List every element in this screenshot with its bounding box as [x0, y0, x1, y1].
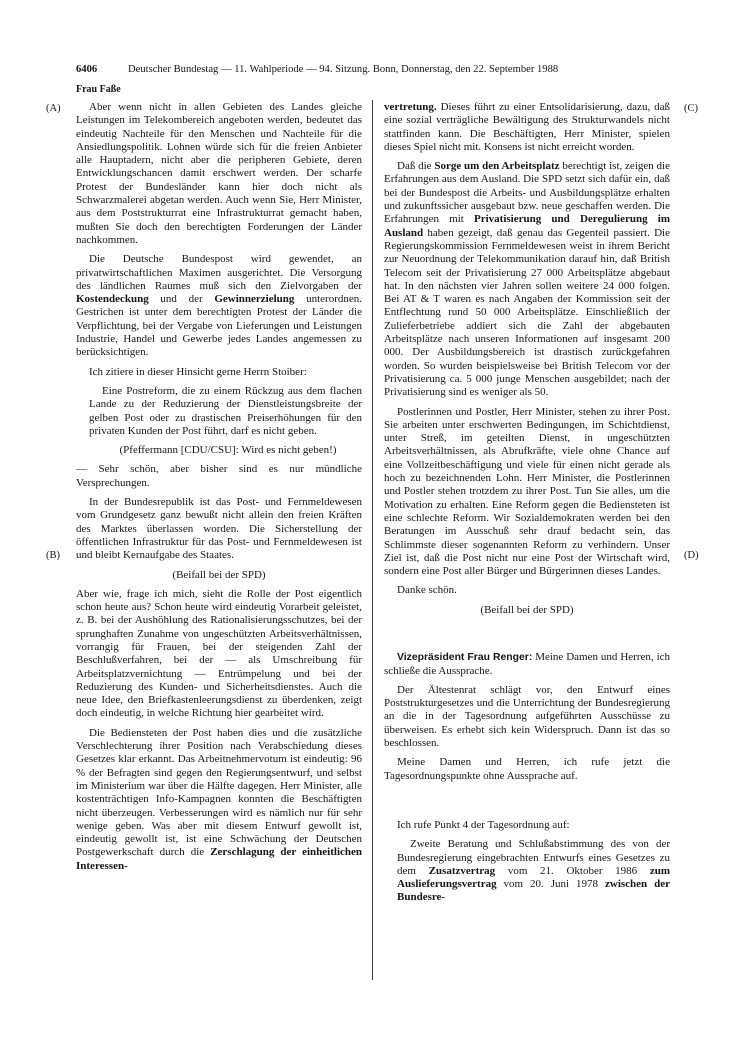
margin-marker-a: (A)	[46, 103, 61, 114]
emphasis: zwischen der Bundesre-	[397, 878, 670, 904]
agenda-item: Zweite Beratung und Schlußabstimmung des von der Bundesregierung eingebrachten Entwurfs eines Gesetzes zu dem Zusatzvertrag vom 21. Oktober 1986 zum Auslieferungsvertrag vom 20. Juni 1978 zwischen der Bundesre-	[397, 838, 670, 904]
emphasis: vertretung.	[384, 101, 437, 113]
paragraph: Danke schön.	[397, 584, 457, 597]
column-divider	[372, 100, 373, 980]
emphasis: Sorge um den Arbeitsplatz	[434, 160, 560, 173]
emphasis: Privatisierung und Deregulierung im Ausland	[384, 213, 670, 239]
block-quote: Eine Postreform, die zu einem Rückzug aus dem flachen Lande zu der Reduzierung der Dienstleistungsbreite der gelben Post oder zu drastischen Preiserhöhungen für den privaten Kunden der Post führt, darf es nicht geben.	[89, 384, 362, 437]
paragraph: Aber wenn nicht in allen Gebieten des Landes gleiche Leistungen im Telekombereich angeboten werden, bedeutet das eindeutig Nachteile für den Menschen und Nachteile für die Ansiedlungspolitik. Lohnen würde sich für die freien Anbieter alle Hauptadern, nicht aber die peripheren Gebiete, deren Entwicklungschancen damit erschwert werden. Der scharfe Protest der Bundesländer kann hier doch nicht als Schwarzmalerei abgetan werden. Auch wenn Sie, Herr Minister, aus dem Poststrukturrat eine Infrastrukturrat gemacht haben, mußten Sie doch den berechtigten Forderungen der Länder nachkommen.	[76, 101, 362, 246]
margin-marker-c: (C)	[684, 103, 698, 114]
right-column	[384, 101, 670, 911]
margin-marker-b: (B)	[46, 550, 60, 561]
left-column	[76, 101, 362, 879]
paragraph: Ich zitiere in dieser Hinsicht gerne Herrn Stoiber:	[89, 365, 307, 378]
emphasis: Zerschlagung der einheitlichen Interessen-	[76, 846, 363, 872]
interjection: (Pfeffermann [CDU/CSU]: Wird es nicht geben!)	[119, 444, 337, 457]
paragraph: Vizepräsident Frau Renger: Meine Damen und Herren, ich schließe die Aussprache.	[384, 650, 671, 677]
paragraph: Postlerinnen und Postler, Herr Minister, stehen zu ihrer Post. Sie arbeiten unter erschwerten Bedingungen, im Schichtdienst, unter Streß, im geteilten Dienst, in ungeschützten Arbeitsverhältnissen, als Abrufkräfte, viele ohne Chance auf eine Vollzeitbeschäftigung und viele für einen nicht gerade als hoch zu bezeichnenden Lohn. Herr Minister, die Postlerinnen und Postler stehen trotzdem zu ihrer Post. Tun Sie alles, um die Motivation zu erhalten. Eine Reform gegen die Bediensteten ist eine schlechte Reform. Wir Sozialdemokraten werden bei den Beratungen im Ausschuß sehr drauf bedacht sein, das Schlimmste dieser sogenannten Reform zu verhindern. Unser Ziel ist, daß die Post nicht nur eine Post der Wirtschaft wird, sondern eine Post aller Bürger und Bürgerinnen dieses Landes.	[384, 405, 670, 578]
running-header	[76, 64, 676, 75]
paragraph: — Sehr schön, aber bisher sind es nur mündliche Versprechungen.	[76, 463, 362, 489]
margin-marker-d: (D)	[684, 550, 699, 561]
applause-note: (Beifall bei der SPD)	[172, 568, 266, 581]
paragraph: Daß die Sorge um den Arbeitsplatz berechtigt ist, zeigen die Erfahrungen aus dem Ausland. Die SPD setzt sich dafür ein, daß bei der Bundespost die Arbeits- und Ausbildungsplätze erhalten und zukunftssicher ausgebaut bzw. neue geschaffen werden. Die Erfahrungen mit Privatisierung und Deregulierung im Ausland haben gezeigt, daß genau das Gegenteil passiert. Die Regierungskommission Fernmeldewesen weist in ihrem Bericht zur Neuordnung der Telekommunikation darauf hin, daß British Telecom seit der Privatisierung 27 000 Arbeitsplätze abgebaut hat. In den nächsten vier Jahren sollen weitere 24 000 folgen. Bei AT & T waren es nach Angaben der Kommission seit der Entflechtung rund 50 000 Arbeitsplätze. Einschließlich der Zulieferbetriebe addiert sich die Zahl der abgebauten Arbeitsplätze nach unseren Informationen auf insgesamt 200 000. Der Ausbildungsbereich ist drastisch zurückgefahren worden. So wurden beispielsweise bei British Telecom vor der Privatisierung ca. 5 000 junge Menschen ausgebildet; nach der Privatisierung sind es weniger als 50.	[384, 160, 670, 399]
paragraph: Meine Damen und Herren, ich rufe jetzt die Tagesordnungspunkte ohne Aussprache auf.	[384, 756, 670, 782]
paragraph: Die Deutsche Bundespost wird gewendet, an privatwirtschaftlichen Maximen ausgerichtet. Die Versorgung des ländlichen Raumes muß sich den Zielvorgaben der Kostendeckung und der Gewinnerzielung unterordnen. Gestrichen ist unter dem berechtigten Protest der Länder die Verpflichtung, bei der Vergabe von Lieferungen und Leistungen Industrie, Handel und Gewerbe jedes Landes angemessen zu berücksichtigen.	[76, 253, 363, 359]
speaker-name: Vizepräsident Frau Renger:	[397, 651, 533, 663]
paragraph: Der Ältestenrat schlägt vor, den Entwurf eines Poststrukturgesetzes und die Unterrichtung der Bundesregierung an die in der Tagesordnung aufgeführten Ausschüsse zu überweisen. Es erhebt sich kein Widerspruch. Dann ist das so beschlossen.	[384, 683, 670, 750]
emphasis: Gewinnerzielung	[214, 293, 295, 306]
paragraph: In der Bundesrepublik ist das Post- und Fernmeldewesen vom Grundgesetz ganz bewußt nicht allein den freien Kräften des Marktes überlassen worden. Die Sicherstellung der öffentlichen Infrastruktur für das Post- und Fernmeldewesen ist und bleibt Kernaufgabe des Staates.	[76, 496, 362, 562]
emphasis: Zusatzvertrag	[428, 864, 496, 877]
paragraph: vertretung. Dieses führt zu einer Entsolidarisierung, dazu, daß eine sozial verträgliche Bewältigung des Strukturwandels nicht stattfinden kann. Die Beschäftigten, Herr Minister, spielen dieses Spiel nicht mit. Konsens ist nicht erreicht worden.	[384, 101, 670, 153]
paragraph: Die Bediensteten der Post haben dies und die zusätzliche Verschlechterung ihrer Position nach Verabschiedung dieses Gesetzes klar erkannt. Das Arbeitnehmervotum ist eindeutig: 96 % der Befragten sind gegen den Regierungsentwurf, und selbst im Ministerium war über die Hälfte dagegen. Herr Minister, alle kostenträchtigen Info-Kampagnen konnten die Beschäftigten nicht überzeugen. Verbesserungen wird es nämlich nur für sehr wenige geben. Was aber mit diesem Entwurf gewollt ist, eindeutig gewollt ist, ist eine Schwächung der Deutschen Postgewerkschaft durch die Zerschlagung der einheitlichen Interessen-	[76, 726, 363, 872]
page-number: 6406	[76, 64, 98, 75]
paragraph: Aber wie, frage ich mich, sieht die Rolle der Post eigentlich schon heute aus? Schon heute wird eindeutig Vorarbeit geleistet, z. B. bei der Aushöhlung des Rationalisierungsschutzes, bei der sprunghaften Zunahme von ungeschützten Arbeitsverhältnissen, vorrangig für Frauen, bei der steigenden Zahl der Beschlußverfahren, bei der — als Umschreibung für Arbeitsplatzvernichtung — Entrümpelung und bei der Reduzierung des Kunden- und Sicherheitsdienstes. Auch die neue Idee, den Briefkastenleerungsdienst zu überdenken, zeigt doch eindeutig, in welche Richtung hier gearbeitet wird.	[76, 587, 362, 720]
speaker-heading: Frau Faße	[76, 84, 121, 95]
paragraph: Ich rufe Punkt 4 der Tagesordnung auf:	[397, 818, 570, 831]
applause-note: (Beifall bei der SPD)	[480, 603, 574, 616]
emphasis: Kostendeckung	[76, 293, 149, 306]
running-title: Deutscher Bundestag — 11. Wahlperiode — 94. Sitzung. Bonn, Donnerstag, den 22. September 1988	[128, 64, 559, 75]
emphasis: zum Auslieferungsvertrag	[397, 864, 670, 891]
